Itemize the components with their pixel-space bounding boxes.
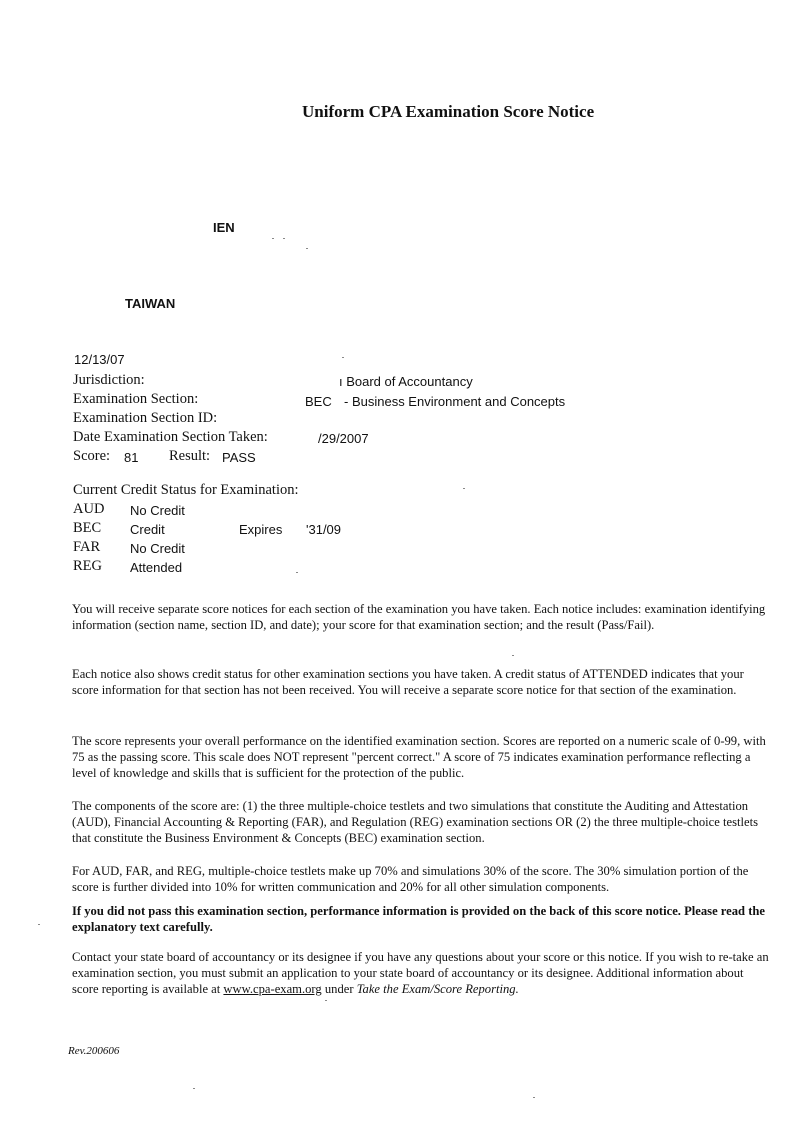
paragraph-credit-status: Each notice also shows credit status for other examination sections you have taken. A credit status of ATTENDED indicates that your score information for that section has not been received. You will receive a separate score notice for that section of the examination.	[72, 667, 744, 697]
result-value: PASS	[222, 450, 256, 465]
scan-speck	[38, 924, 40, 925]
credit-row-section: BEC	[73, 520, 102, 536]
date-taken-value: /29/2007	[318, 431, 369, 446]
credit-row-section: AUD	[73, 501, 105, 517]
credit-status-heading: Current Credit Status for Examination:	[73, 482, 299, 498]
scan-speck	[272, 238, 274, 239]
scan-speck	[533, 1097, 535, 1098]
credit-row-expires-label: Expires	[239, 522, 283, 537]
cpa-exam-link[interactable]: www.cpa-exam.org	[223, 982, 322, 996]
score-label: Score:	[73, 448, 111, 464]
result-label: Result:	[169, 448, 211, 464]
jurisdiction-value: ı Board of Accountancy	[339, 374, 473, 389]
section-label: Examination Section:	[73, 391, 199, 407]
paragraph-fail-note: If you did not pass this examination section, performance information is provided on the back of this score notice. Please read the explanatory text carefully.	[72, 904, 766, 934]
section-code: BEC	[305, 394, 332, 409]
candidate-country: TAIWAN	[125, 296, 176, 311]
score-value: 81	[124, 450, 139, 465]
scan-speck	[463, 488, 465, 489]
notice-date: 12/13/07	[74, 352, 125, 367]
credit-row-expires-value: '31/09	[306, 522, 342, 537]
paragraph-score-components: The components of the score are: (1) the three multiple-choice testlets and two simulations that constitute the Auditing and Attestation (AUD), Financial Accounting & Reporting (FAR), and Regulation (REG) examination sections OR (2) the three multiple-choice testlets that constitute the Business Environment & Concepts (BEC) examination section.	[72, 799, 758, 845]
candidate-name: IEN	[213, 220, 235, 235]
section-name: - Business Environment and Concepts	[344, 394, 566, 409]
section-id-label: Examination Section ID:	[73, 410, 218, 426]
revision-code: Rev.200606	[68, 1045, 120, 1057]
scan-speck	[306, 248, 308, 249]
contact-text: Contact your state board of accountancy or its designee if you have any questions about your score or this notice. If you wish to re-take an examination section, you must submit an application to your state board of accountancy or its designee. Additional information about score reporting is available at	[72, 950, 769, 996]
credit-row-status: Attended	[130, 560, 183, 575]
date-taken-label: Date Examination Section Taken:	[73, 429, 268, 445]
jurisdiction-label: Jurisdiction:	[73, 372, 145, 388]
contact-italic: Take the Exam/Score Reporting.	[356, 982, 519, 996]
credit-row-section: REG	[73, 558, 102, 574]
scan-speck	[193, 1088, 195, 1089]
paragraph-score-notices: You will receive separate score notices for each section of the examination you have taken. Each notice includes: examination identifying information (section name, section ID, and date); your score for that examination section; and the result (Pass/Fail).	[72, 602, 766, 632]
credit-row-status: No Credit	[130, 503, 185, 518]
paragraph-score-weights: For AUD, FAR, and REG, multiple-choice testlets make up 70% and simulations 30% of the score. The 30% simulation portion of the score is further divided into 10% for written communication and 20% for all other simulation components.	[72, 864, 749, 894]
scan-speck	[342, 357, 344, 358]
scan-speck	[512, 655, 514, 656]
scan-speck	[325, 1000, 327, 1001]
scan-speck	[296, 572, 298, 573]
credit-row-section: FAR	[73, 539, 101, 555]
scan-speck	[283, 238, 285, 239]
contact-under: under	[324, 982, 354, 996]
credit-row-status: Credit	[130, 522, 165, 537]
paragraph-contact	[72, 949, 772, 997]
credit-row-status: No Credit	[130, 541, 185, 556]
page-title: Uniform CPA Examination Score Notice	[302, 102, 595, 121]
paragraph-score-scale: The score represents your overall performance on the identified examination section. Scores are reported on a numeric scale of 0-99, with 75 as the passing score. This scale does NOT represent "percent correct." A score of 75 indicates examination performance reflecting a level of knowledge and skills that is sufficient for the protection of the public.	[72, 734, 766, 780]
